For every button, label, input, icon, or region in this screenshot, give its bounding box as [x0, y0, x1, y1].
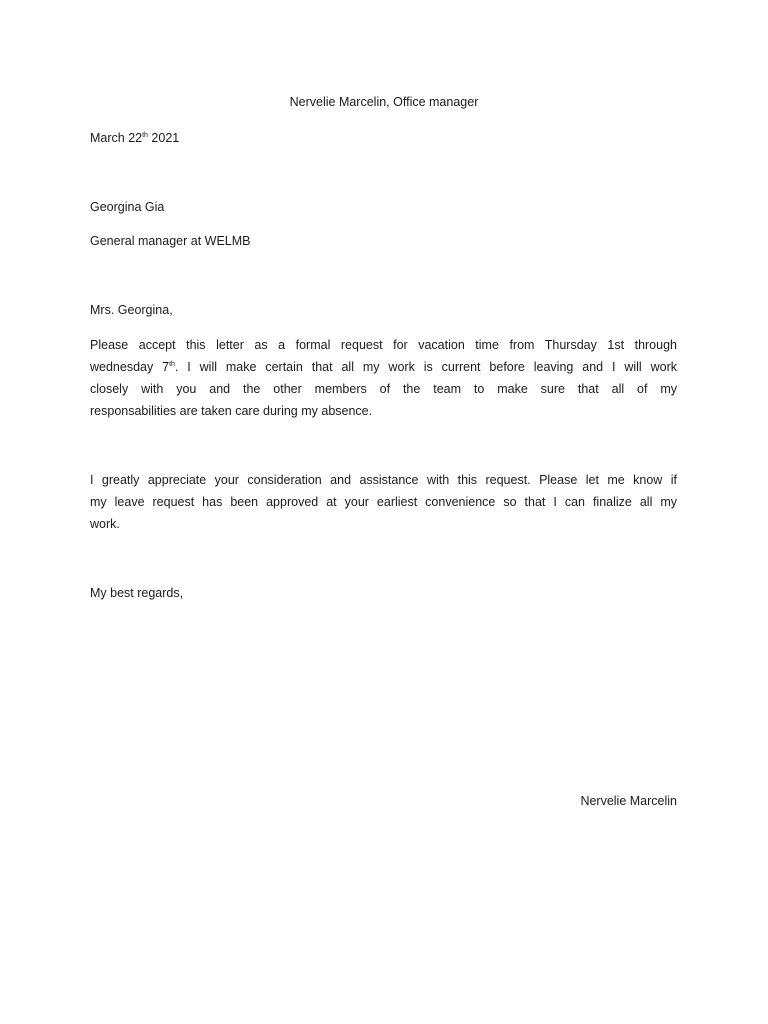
paragraph-2-line: I greatly appreciate your consideration and assistance with this request. Please let me know if [90, 473, 677, 487]
salutation: Mrs. Georgina, [90, 303, 173, 317]
paragraph-1-line: Please accept this letter as a formal request for vacation time from Thursday 1st through [90, 338, 677, 352]
paragraph-1-line: closely with you and the other members of the team to make sure that all of my [90, 382, 677, 396]
letter-header: Nervelie Marcelin, Office manager [289, 95, 479, 109]
date-year: 2021 [147, 131, 180, 145]
paragraph-1-line: responsabilities are taken care during my absence. [90, 404, 373, 418]
recipient-name: Georgina Gia [90, 200, 165, 214]
date-suffix: th [142, 132, 148, 139]
recipient-title: General manager at WELMB [90, 234, 251, 248]
closing: My best regards, [90, 586, 184, 600]
signature: Nervelie Marcelin [580, 794, 677, 808]
paragraph-1-line-2-end: . I will make certain that all my work is current before leaving and I will work [174, 360, 677, 374]
paragraph-2-line: my leave request has been approved at your earliest convenience so that I can finalize all my [90, 495, 677, 509]
letter-date [90, 127, 677, 149]
paragraph-1-line-2-start: wednesday 7 [90, 360, 170, 374]
date-day: March 22 [90, 131, 143, 145]
paragraph-2-line: work. [90, 517, 120, 531]
paragraph-1-line [90, 356, 677, 378]
ordinal-suffix: th [169, 361, 175, 368]
